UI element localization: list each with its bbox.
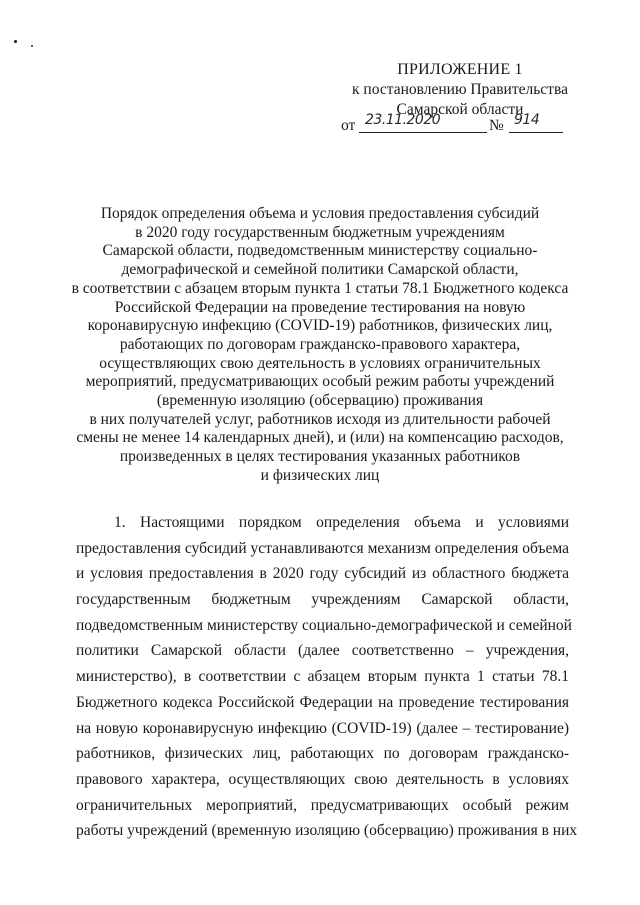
- title-line: Самарской области, подведомственным министерству социально-: [102, 242, 538, 260]
- title-line: Российской Федерации на проведение тестирования на новую: [114, 298, 526, 316]
- paragraph-line: работы учреждений (временную изоляцию (обсервацию) проживания в них: [76, 822, 578, 840]
- paragraph-line: работников, физических лиц, работающих по договорам гражданско-: [76, 745, 569, 763]
- appendix-block: [335, 60, 585, 120]
- document-title: [60, 205, 580, 486]
- date-underline: [359, 132, 487, 133]
- scan-speck: [31, 45, 33, 47]
- title-line: в них получателей услуг, работников исходя из длительности рабочей: [89, 410, 551, 428]
- title-line: и физических лиц: [260, 466, 380, 484]
- handwritten-number: 914: [514, 112, 540, 128]
- number-prefix: №: [489, 117, 504, 134]
- paragraph-line: подведомственным министерству социально-демографической и семейной: [76, 616, 572, 634]
- paragraph-line: на новую коронавирусную инфекцию (COVID-19) (далее – тестирование): [76, 719, 569, 737]
- date-prefix: от: [341, 117, 356, 134]
- title-line: демографической и семейной политики Самарской области,: [121, 261, 519, 279]
- title-line: работающих по договорам гражданско-правового характера,: [119, 335, 521, 353]
- title-line: Порядок определения объема и условия предоставления субсидий: [100, 205, 540, 222]
- paragraph-1: [76, 510, 578, 844]
- number-underline: [509, 132, 563, 133]
- appendix-line: к постановлению Правительства: [352, 81, 568, 98]
- paragraph-line: и условия предоставления в 2020 году субсидий из областного бюджета: [76, 565, 569, 583]
- title-line: в соответствии с абзацем вторым пункта 1 статьи 78.1 Бюджетного кодекса: [71, 279, 569, 297]
- title-line: в 2020 году государственным бюджетным учреждениям: [135, 223, 505, 241]
- paragraph-line: предоставления субсидий устанавливаются механизм определения объема: [76, 539, 569, 557]
- scan-speck: [14, 40, 17, 43]
- appendix-line: Самарской области: [396, 101, 524, 118]
- title-line: смены не менее 14 календарных дней), и (или) на компенсацию расходов,: [76, 429, 564, 447]
- handwritten-date: 23.11.2020: [365, 112, 441, 128]
- decree-date-line: [341, 112, 571, 136]
- title-line: коронавирусную инфекцию (COVID-19) работников, физических лиц,: [87, 317, 553, 335]
- paragraph-line: правового характера, осуществляющих свою деятельность в условиях: [76, 770, 569, 788]
- paragraph-line: ограничительных мероприятий, предусматривающих особый режим: [76, 796, 569, 814]
- paragraph-line: политики Самарской области (далее соответственно – учреждения,: [76, 642, 569, 660]
- paragraph-line: 1. Настоящими порядком определения объема и условиями: [114, 514, 569, 531]
- title-line: (временную изоляцию (обсервацию) проживания: [156, 392, 484, 410]
- appendix-heading: ПРИЛОЖЕНИЕ 1: [397, 61, 523, 78]
- paragraph-line: министерство), в соответствии с абзацем вторым пункта 1 статьи 78.1: [76, 668, 569, 686]
- paragraph-line: Бюджетного кодекса Российской Федерации на проведение тестирования: [76, 693, 569, 711]
- paragraph-line: государственным бюджетным учреждениям Самарской области,: [76, 591, 569, 609]
- title-line: произведенных в целях тестирования указанных работников: [119, 448, 521, 466]
- title-line: осуществляющих свою деятельность в условиях ограничительных: [99, 354, 541, 372]
- title-line: мероприятий, предусматривающих особый режим работы учреждений: [85, 373, 555, 391]
